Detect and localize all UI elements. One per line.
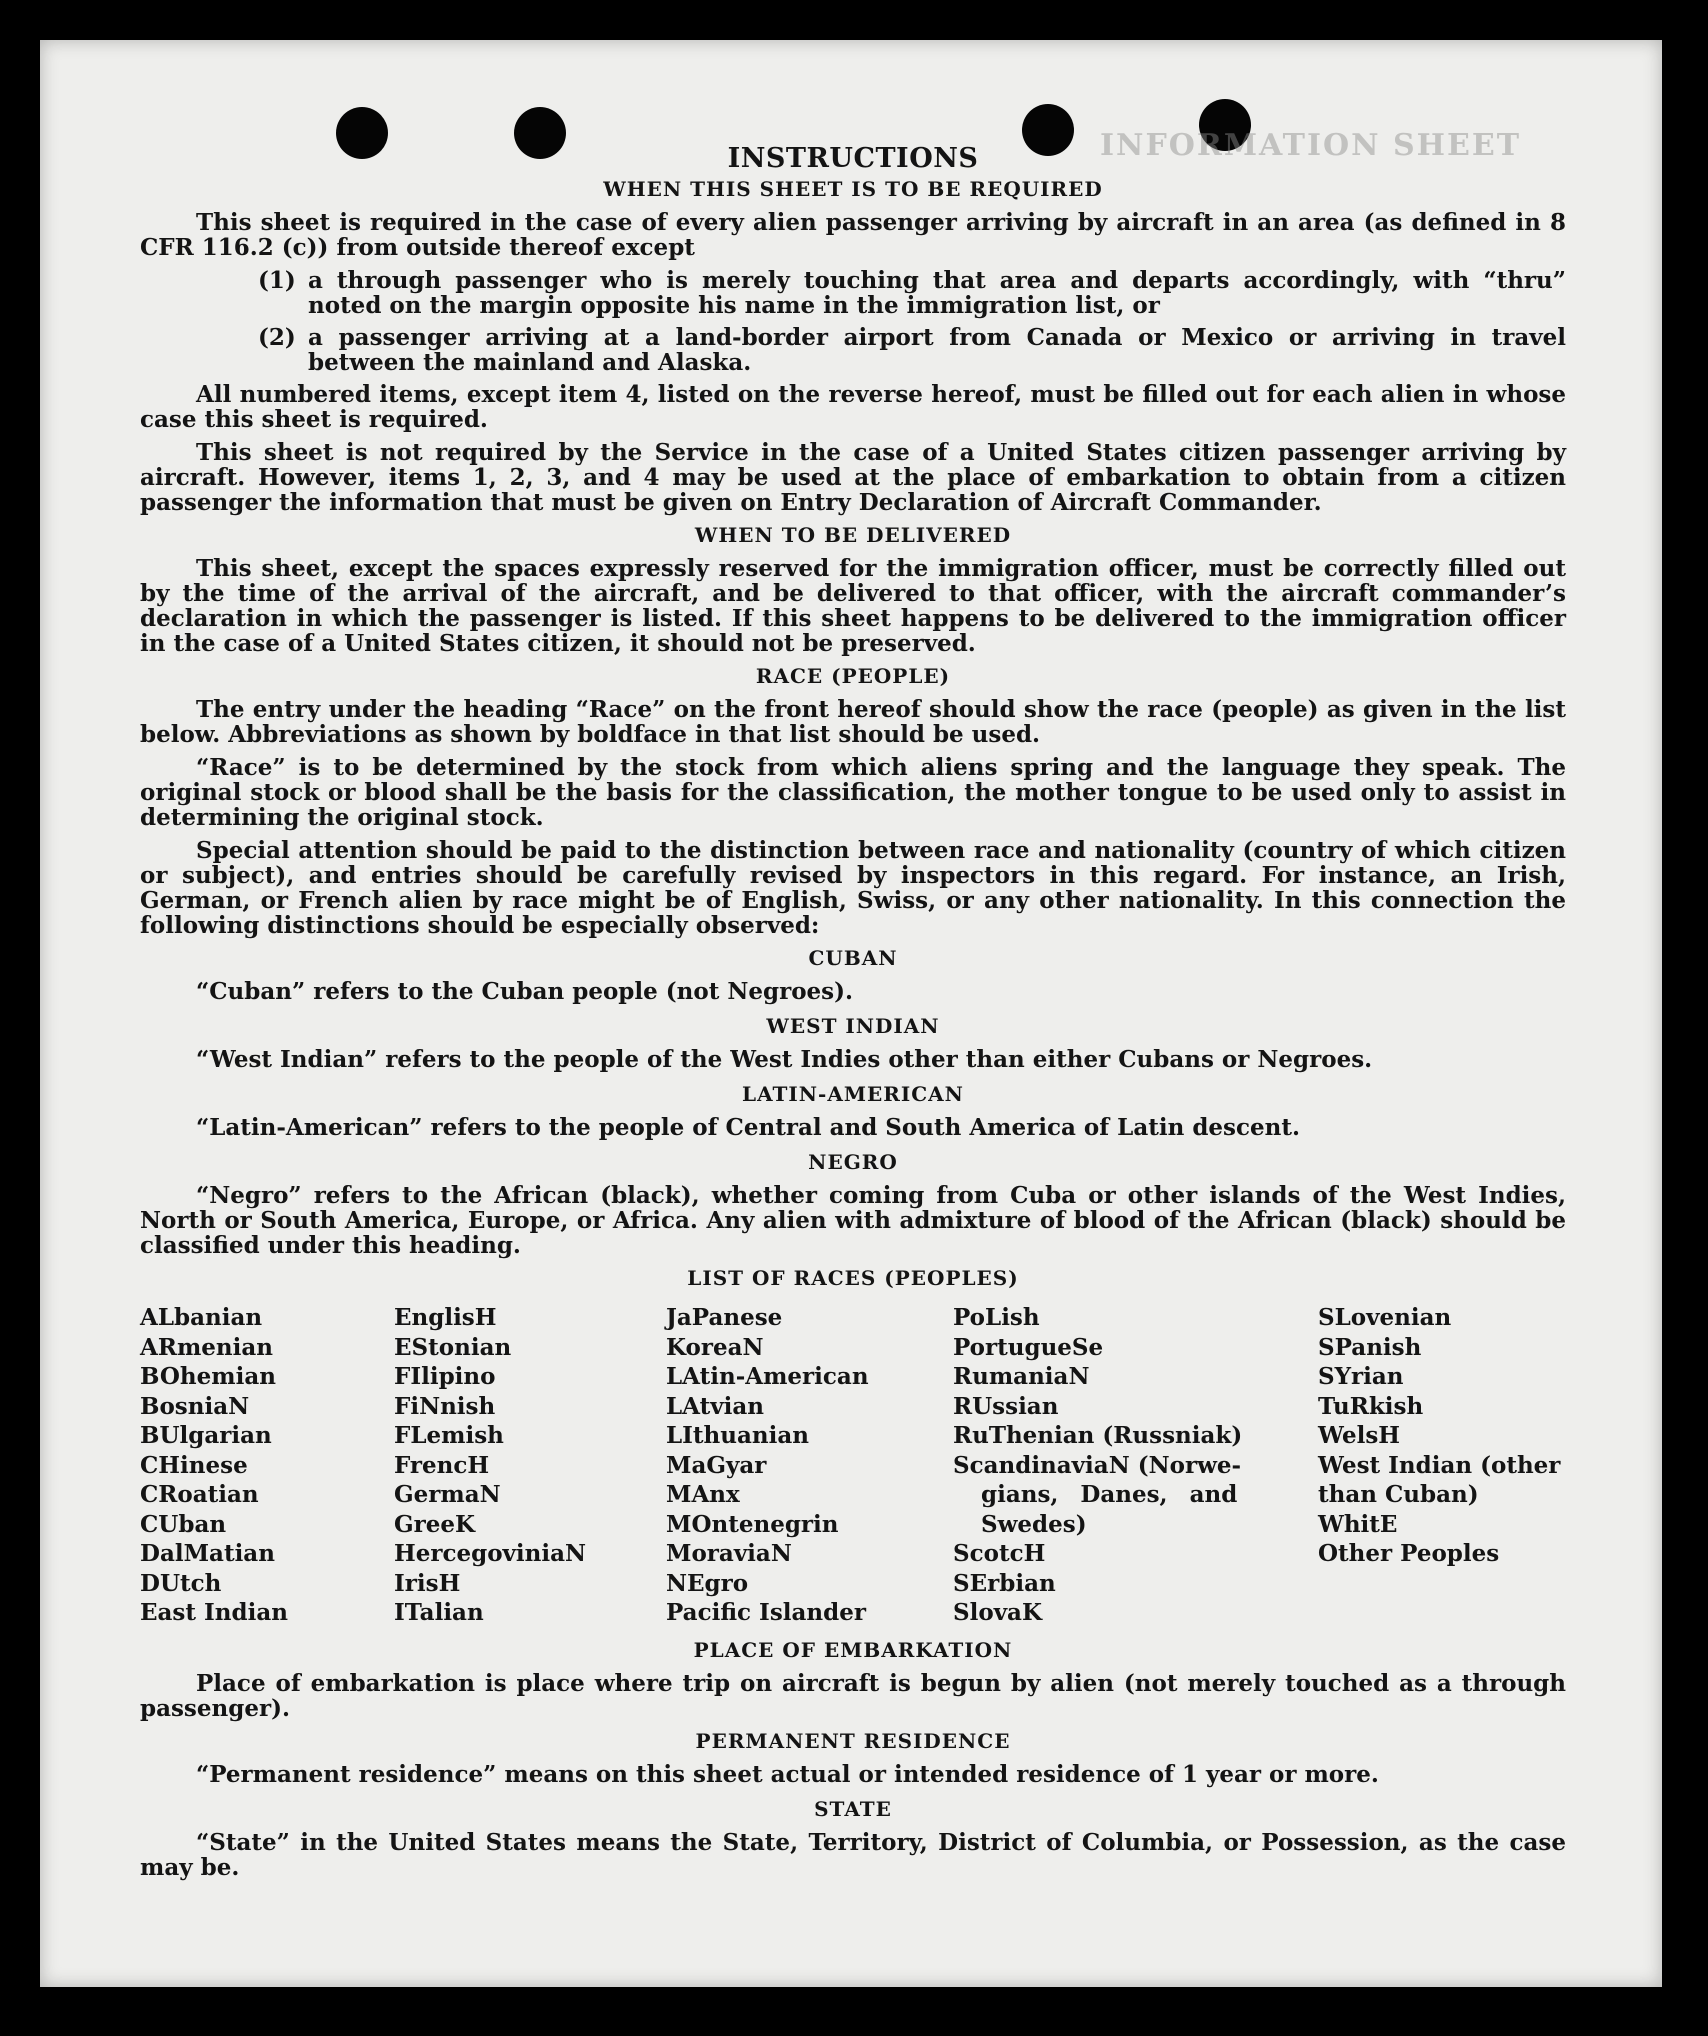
race-entry: HercegoviniaN [394, 1540, 587, 1567]
section-heading-cuban: CUBAN [808, 946, 898, 970]
section-heading-negro: NEGRO [808, 1150, 898, 1174]
race-entry: Swedes) [981, 1510, 1087, 1538]
race-entry: WhitE [1318, 1510, 1398, 1538]
race-entry: PortugueSe [953, 1333, 1104, 1361]
paragraph: “Race” is to be determined by the stock from which aliens spring and the language they speak. The original stock or blood shall be the basis for the classification, the mother tongue to be used only to assist in determining the original stock. [140, 754, 1566, 831]
race-entry: NEgro [666, 1569, 749, 1597]
race-entry: GermaN [394, 1481, 501, 1508]
race-entry: SPanish [1318, 1333, 1422, 1361]
paragraph: “State” in the United States means the State, Territory, District of Columbia, or Possession, as the case may be. [140, 1828, 1566, 1881]
bleed-through-text: INFORMATION SHEET [1100, 128, 1522, 163]
race-entry: PoLish [953, 1304, 1040, 1331]
section-heading-residence: PERMANENT RESIDENCE [695, 1728, 1011, 1753]
race-entry: East Indian [140, 1599, 288, 1626]
race-entry: West Indian (other [1318, 1451, 1561, 1479]
race-entry: ARmenian [140, 1333, 274, 1361]
item-number: (2) [258, 324, 296, 351]
race-entry: Pacific Islander [666, 1599, 866, 1626]
list-item [258, 268, 1566, 318]
races-column [1318, 1303, 1566, 1628]
page-title: INSTRUCTIONS [727, 143, 979, 174]
paragraph: “Permanent residence” means on this sheet actual or intended residence of 1 year or more. [196, 1760, 1379, 1788]
section-heading-when-required: WHEN THIS SHEET IS TO BE REQUIRED [603, 177, 1103, 201]
race-entry: IrisH [394, 1569, 461, 1597]
race-entry: BUlgarian [140, 1422, 272, 1449]
races-column [953, 1303, 1318, 1628]
item-text: a passenger arriving at a land-border airport from Canada or Mexico or arriving in travel between the mainland and Alaska. [308, 324, 1566, 376]
race-entry: SErbian [953, 1569, 1056, 1597]
paragraph: Special attention should be paid to the distinction between race and nationality (country of which citizen or subject), and entries should be carefully revised by inspectors in this regard. For instance, an Irish, German, or French alien by race might be of English, Swiss, or any other nationality. In this connection the following distinctions should be especially observed: [140, 837, 1566, 939]
race-entry: RUssian [953, 1392, 1059, 1420]
race-entry: SLovenian [1318, 1304, 1452, 1331]
race-entry: SlovaK [953, 1599, 1042, 1626]
section-heading-state: STATE [814, 1796, 892, 1821]
race-entry: BosniaN [140, 1392, 250, 1420]
races-column [666, 1303, 953, 1628]
races-column [394, 1303, 666, 1628]
section-heading-when-delivered: WHEN TO BE DELIVERED [694, 523, 1012, 547]
race-entry: DalMatian [140, 1540, 275, 1567]
race-entry: ScandinaviaN (Norwe- [953, 1451, 1242, 1479]
paragraph: “Negro” refers to the African (black), whether coming from Cuba or other islands of the West Indies, North or South America, Europe, or Africa. Any alien with admixture of blood of the African (black) should be classified under this heading. [140, 1182, 1566, 1259]
race-entry: LIthuanian [666, 1422, 809, 1449]
race-entry: ITalian [394, 1599, 484, 1626]
race-entry: Other Peoples [1318, 1540, 1500, 1567]
race-entry: EStonian [394, 1333, 512, 1361]
race-entry: FiNnish [394, 1392, 496, 1420]
race-entry: MaGyar [666, 1451, 767, 1479]
race-entry: FLemish [394, 1422, 504, 1449]
race-entry: RuThenian (Russniak) [953, 1422, 1243, 1449]
race-entry: MOntenegrin [666, 1510, 839, 1538]
race-entry: MoraviaN [666, 1540, 792, 1567]
item-number: (1) [258, 267, 296, 294]
race-entry: LAtvian [666, 1392, 764, 1420]
section-heading-embarkation: PLACE OF EMBARKATION [693, 1637, 1013, 1662]
races-list [140, 1303, 1566, 1628]
race-entry: MAnx [666, 1481, 740, 1508]
paragraph: All numbered items, except item 4, listed on the reverse hereof, must be filled out for each alien in whose case this sheet is required. [140, 381, 1566, 433]
race-entry: than Cuban) [1318, 1481, 1479, 1508]
race-entry: DUtch [140, 1569, 222, 1597]
document-sheet [40, 40, 1662, 1987]
paragraph: Place of embarkation is place where trip on aircraft is begun by alien (not merely touched as a through passenger). [140, 1669, 1566, 1722]
paragraph: “Cuban” refers to the Cuban people (not Negroes). [196, 978, 854, 1005]
paragraph: This sheet, except the spaces expressly reserved for the immigration officer, must be correctly filled out by the time of the arrival of the aircraft, and be delivered to that officer, with the aircraft commander’s declaration in which the passenger is listed. If this sheet happens to be delivered to the immigration officer in the case of a United States citizen, it should not be preserved. [140, 555, 1566, 657]
race-entry: EnglisH [394, 1304, 497, 1331]
race-entry: gians, Danes, and [981, 1481, 1238, 1508]
race-entry: KoreaN [666, 1333, 764, 1361]
section-heading-latin-american: LATIN-AMERICAN [742, 1082, 964, 1106]
race-entry: ALbanian [140, 1304, 263, 1331]
race-entry: CUban [140, 1510, 227, 1538]
paragraph: The entry under the heading “Race” on the front hereof should show the race (people) as given in the list below. Abbreviations as shown by boldface in that list should be used. [140, 696, 1566, 748]
instructions-body [140, 104, 1566, 1888]
section-heading-list-of-races: LIST OF RACES (PEOPLES) [687, 1266, 1019, 1290]
section-heading-race: RACE (PEOPLE) [755, 664, 951, 688]
races-column [140, 1303, 394, 1628]
list-item [258, 325, 1566, 375]
race-entry: LAtin-American [666, 1363, 869, 1390]
race-entry: ScotcH [953, 1540, 1046, 1567]
race-entry: GreeK [394, 1510, 476, 1538]
race-entry: FIlipino [394, 1363, 496, 1390]
paragraph: “West Indian” refers to the people of the West Indies other than either Cubans or Negroes. [196, 1046, 1373, 1073]
paragraph: This sheet is required in the case of every alien passenger arriving by aircraft in an area (as defined in 8 CFR 116.2 (c)) from outside thereof except [140, 209, 1566, 261]
section-heading-west-indian: WEST INDIAN [766, 1014, 940, 1038]
race-entry: TuRkish [1318, 1392, 1424, 1420]
race-entry: WelsH [1318, 1422, 1401, 1449]
race-entry: RumaniaN [953, 1363, 1090, 1390]
paragraph: “Latin-American” refers to the people of Central and South America of Latin descent. [196, 1114, 1300, 1141]
race-entry: BOhemian [140, 1363, 276, 1390]
race-entry: CRoatian [140, 1481, 259, 1508]
paragraph: This sheet is not required by the Service in the case of a United States citizen passenger arriving by aircraft. However, items 1, 2, 3, and 4 may be used at the place of embarkation to obtain from a citizen passenger the information that must be given on Entry Declaration of Aircraft Commander. [140, 439, 1566, 516]
race-entry: JaPanese [666, 1304, 783, 1331]
race-entry: SYrian [1318, 1363, 1404, 1390]
race-entry: FrencH [394, 1451, 490, 1479]
item-text: a through passenger who is merely touching that area and departs accordingly, with “thru” noted on the margin opposite his name in the immigration list, or [308, 267, 1566, 319]
race-entry: CHinese [140, 1451, 248, 1479]
